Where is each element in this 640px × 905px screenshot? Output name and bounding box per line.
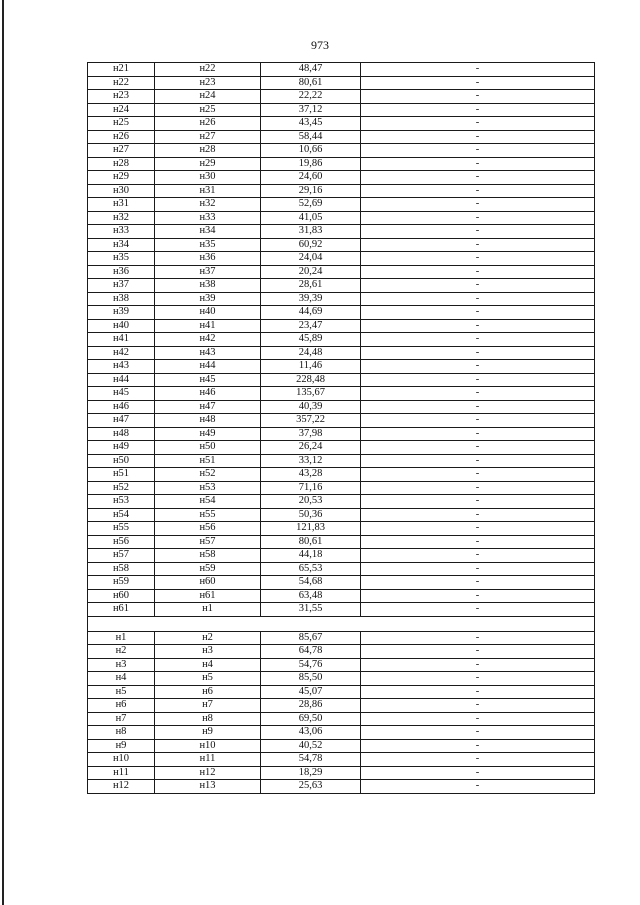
note-cell: - [361,238,595,252]
distance-cell: 20,53 [261,495,361,509]
to-point-cell: н49 [155,427,261,441]
distance-cell: 22,22 [261,90,361,104]
section-separator-row [88,616,595,631]
from-point-cell: н9 [88,739,155,753]
from-point-cell: н26 [88,130,155,144]
from-point-cell: н28 [88,157,155,171]
to-point-cell: н30 [155,171,261,185]
note-cell: - [361,90,595,104]
to-point-cell: н9 [155,726,261,740]
distance-cell: 25,63 [261,780,361,794]
distance-cell: 54,68 [261,576,361,590]
boundary-points-table [87,62,595,794]
distance-cell: 48,47 [261,63,361,77]
to-point-cell: н34 [155,225,261,239]
from-point-cell: н55 [88,522,155,536]
to-point-cell: н55 [155,508,261,522]
table-row [88,427,595,441]
to-point-cell: н45 [155,373,261,387]
distance-cell: 357,22 [261,414,361,428]
from-point-cell: н59 [88,576,155,590]
to-point-cell: н52 [155,468,261,482]
distance-cell: 24,60 [261,171,361,185]
from-point-cell: н21 [88,63,155,77]
distance-cell: 10,66 [261,144,361,158]
table-row [88,130,595,144]
to-point-cell: н11 [155,753,261,767]
from-point-cell: н40 [88,319,155,333]
distance-cell: 80,61 [261,76,361,90]
note-cell: - [361,76,595,90]
from-point-cell: н58 [88,562,155,576]
distance-cell: 45,89 [261,333,361,347]
table-row [88,252,595,266]
note-cell: - [361,766,595,780]
note-cell: - [361,535,595,549]
note-cell: - [361,712,595,726]
distance-cell: 37,98 [261,427,361,441]
table-row [88,414,595,428]
note-cell: - [361,780,595,794]
to-point-cell: н61 [155,589,261,603]
distance-cell: 23,47 [261,319,361,333]
note-cell: - [361,414,595,428]
to-point-cell: н10 [155,739,261,753]
distance-cell: 121,83 [261,522,361,536]
from-point-cell: н1 [88,631,155,645]
note-cell: - [361,645,595,659]
note-cell: - [361,279,595,293]
to-point-cell: н4 [155,658,261,672]
table-row [88,753,595,767]
from-point-cell: н33 [88,225,155,239]
to-point-cell: н1 [155,603,261,617]
note-cell: - [361,225,595,239]
note-cell: - [361,549,595,563]
note-cell: - [361,306,595,320]
from-point-cell: н31 [88,198,155,212]
from-point-cell: н49 [88,441,155,455]
from-point-cell: н35 [88,252,155,266]
note-cell: - [361,495,595,509]
note-cell: - [361,103,595,117]
to-point-cell: н13 [155,780,261,794]
note-cell: - [361,373,595,387]
table-row [88,685,595,699]
table-row [88,157,595,171]
distance-cell: 26,24 [261,441,361,455]
note-cell: - [361,333,595,347]
from-point-cell: н7 [88,712,155,726]
distance-cell: 43,06 [261,726,361,740]
distance-cell: 228,48 [261,373,361,387]
to-point-cell: н27 [155,130,261,144]
to-point-cell: н57 [155,535,261,549]
to-point-cell: н47 [155,400,261,414]
note-cell: - [361,562,595,576]
distance-cell: 50,36 [261,508,361,522]
table-row [88,387,595,401]
table-row [88,360,595,374]
to-point-cell: н56 [155,522,261,536]
distance-cell: 28,61 [261,279,361,293]
from-point-cell: н24 [88,103,155,117]
to-point-cell: н42 [155,333,261,347]
from-point-cell: н11 [88,766,155,780]
from-point-cell: н61 [88,603,155,617]
note-cell: - [361,252,595,266]
note-cell: - [361,198,595,212]
from-point-cell: н27 [88,144,155,158]
from-point-cell: н42 [88,346,155,360]
distance-cell: 85,50 [261,672,361,686]
table-row [88,373,595,387]
note-cell: - [361,753,595,767]
distance-cell: 37,12 [261,103,361,117]
table-row [88,549,595,563]
distance-cell: 24,04 [261,252,361,266]
table-row [88,780,595,794]
from-point-cell: н51 [88,468,155,482]
from-point-cell: н53 [88,495,155,509]
table-row [88,645,595,659]
to-point-cell: н59 [155,562,261,576]
from-point-cell: н41 [88,333,155,347]
table-row [88,292,595,306]
to-point-cell: н54 [155,495,261,509]
note-cell: - [361,292,595,306]
note-cell: - [361,468,595,482]
table-row [88,522,595,536]
distance-cell: 65,53 [261,562,361,576]
from-point-cell: н36 [88,265,155,279]
from-point-cell: н12 [88,780,155,794]
table-row [88,766,595,780]
note-cell: - [361,589,595,603]
distance-cell: 71,16 [261,481,361,495]
distance-cell: 85,67 [261,631,361,645]
table-row [88,672,595,686]
distance-cell: 39,39 [261,292,361,306]
note-cell: - [361,726,595,740]
distance-cell: 44,69 [261,306,361,320]
note-cell: - [361,481,595,495]
note-cell: - [361,576,595,590]
distance-cell: 31,83 [261,225,361,239]
note-cell: - [361,427,595,441]
table-row [88,306,595,320]
note-cell: - [361,157,595,171]
table-row [88,589,595,603]
table-row [88,508,595,522]
from-point-cell: н43 [88,360,155,374]
from-point-cell: н57 [88,549,155,563]
distance-cell: 31,55 [261,603,361,617]
table-row [88,468,595,482]
table-row [88,279,595,293]
to-point-cell: н31 [155,184,261,198]
distance-cell: 19,86 [261,157,361,171]
table-row [88,171,595,185]
from-point-cell: н38 [88,292,155,306]
distance-cell: 28,86 [261,699,361,713]
from-point-cell: н2 [88,645,155,659]
note-cell: - [361,441,595,455]
note-cell: - [361,603,595,617]
from-point-cell: н54 [88,508,155,522]
table-row [88,699,595,713]
to-point-cell: н38 [155,279,261,293]
note-cell: - [361,171,595,185]
to-point-cell: н44 [155,360,261,374]
from-point-cell: н23 [88,90,155,104]
to-point-cell: н5 [155,672,261,686]
table-row [88,535,595,549]
to-point-cell: н23 [155,76,261,90]
from-point-cell: н52 [88,481,155,495]
to-point-cell: н28 [155,144,261,158]
to-point-cell: н53 [155,481,261,495]
table-row [88,211,595,225]
table-row [88,63,595,77]
distance-cell: 43,28 [261,468,361,482]
to-point-cell: н43 [155,346,261,360]
from-point-cell: н22 [88,76,155,90]
distance-cell: 54,76 [261,658,361,672]
note-cell: - [361,631,595,645]
note-cell: - [361,699,595,713]
table-row [88,739,595,753]
note-cell: - [361,387,595,401]
table-row [88,144,595,158]
distance-cell: 45,07 [261,685,361,699]
from-point-cell: н30 [88,184,155,198]
distance-cell: 52,69 [261,198,361,212]
table-row [88,238,595,252]
from-point-cell: н34 [88,238,155,252]
to-point-cell: н32 [155,198,261,212]
table-row [88,712,595,726]
distance-cell: 20,24 [261,265,361,279]
note-cell: - [361,400,595,414]
table-row [88,198,595,212]
from-point-cell: н4 [88,672,155,686]
to-point-cell: н3 [155,645,261,659]
distance-cell: 43,45 [261,117,361,131]
distance-cell: 41,05 [261,211,361,225]
note-cell: - [361,265,595,279]
note-cell: - [361,144,595,158]
to-point-cell: н29 [155,157,261,171]
to-point-cell: н12 [155,766,261,780]
distance-cell: 33,12 [261,454,361,468]
from-point-cell: н6 [88,699,155,713]
distance-cell: 40,52 [261,739,361,753]
note-cell: - [361,508,595,522]
table-row [88,631,595,645]
note-cell: - [361,522,595,536]
to-point-cell: н48 [155,414,261,428]
note-cell: - [361,319,595,333]
from-point-cell: н47 [88,414,155,428]
table-row [88,184,595,198]
separator-cell [88,616,595,631]
distance-cell: 54,78 [261,753,361,767]
note-cell: - [361,685,595,699]
from-point-cell: н48 [88,427,155,441]
note-cell: - [361,454,595,468]
table-row [88,562,595,576]
table-row [88,454,595,468]
distance-cell: 135,67 [261,387,361,401]
table-row [88,265,595,279]
note-cell: - [361,117,595,131]
from-point-cell: н56 [88,535,155,549]
distance-cell: 24,48 [261,346,361,360]
to-point-cell: н35 [155,238,261,252]
note-cell: - [361,360,595,374]
to-point-cell: н60 [155,576,261,590]
from-point-cell: н37 [88,279,155,293]
from-point-cell: н29 [88,171,155,185]
to-point-cell: н51 [155,454,261,468]
to-point-cell: н36 [155,252,261,266]
from-point-cell: н45 [88,387,155,401]
table-row [88,603,595,617]
to-point-cell: н26 [155,117,261,131]
table-row [88,346,595,360]
note-cell: - [361,130,595,144]
to-point-cell: н40 [155,306,261,320]
from-point-cell: н39 [88,306,155,320]
page-number: 973 [311,38,329,52]
to-point-cell: н46 [155,387,261,401]
to-point-cell: н7 [155,699,261,713]
distance-cell: 40,39 [261,400,361,414]
to-point-cell: н24 [155,90,261,104]
to-point-cell: н8 [155,712,261,726]
table-row [88,576,595,590]
table-row [88,225,595,239]
table-row [88,90,595,104]
from-point-cell: н60 [88,589,155,603]
from-point-cell: н25 [88,117,155,131]
from-point-cell: н10 [88,753,155,767]
table-row [88,333,595,347]
distance-cell: 58,44 [261,130,361,144]
table-row [88,103,595,117]
from-point-cell: н32 [88,211,155,225]
distance-cell: 44,18 [261,549,361,563]
distance-cell: 63,48 [261,589,361,603]
table-row [88,76,595,90]
table-row [88,441,595,455]
note-cell: - [361,658,595,672]
distance-cell: 60,92 [261,238,361,252]
to-point-cell: н58 [155,549,261,563]
to-point-cell: н50 [155,441,261,455]
from-point-cell: н46 [88,400,155,414]
from-point-cell: н5 [88,685,155,699]
table-row [88,495,595,509]
to-point-cell: н41 [155,319,261,333]
table-row [88,481,595,495]
distance-cell: 18,29 [261,766,361,780]
to-point-cell: н37 [155,265,261,279]
table-row [88,117,595,131]
table-row [88,658,595,672]
distance-cell: 69,50 [261,712,361,726]
note-cell: - [361,211,595,225]
from-point-cell: н8 [88,726,155,740]
from-point-cell: н50 [88,454,155,468]
to-point-cell: н2 [155,631,261,645]
distance-cell: 11,46 [261,360,361,374]
to-point-cell: н22 [155,63,261,77]
table-row [88,726,595,740]
note-cell: - [361,672,595,686]
note-cell: - [361,739,595,753]
to-point-cell: н25 [155,103,261,117]
to-point-cell: н6 [155,685,261,699]
to-point-cell: н33 [155,211,261,225]
note-cell: - [361,184,595,198]
table-row [88,319,595,333]
note-cell: - [361,63,595,77]
table-row [88,400,595,414]
to-point-cell: н39 [155,292,261,306]
distance-cell: 29,16 [261,184,361,198]
note-cell: - [361,346,595,360]
distance-cell: 64,78 [261,645,361,659]
from-point-cell: н44 [88,373,155,387]
scan-left-edge [2,0,4,905]
distance-cell: 80,61 [261,535,361,549]
from-point-cell: н3 [88,658,155,672]
